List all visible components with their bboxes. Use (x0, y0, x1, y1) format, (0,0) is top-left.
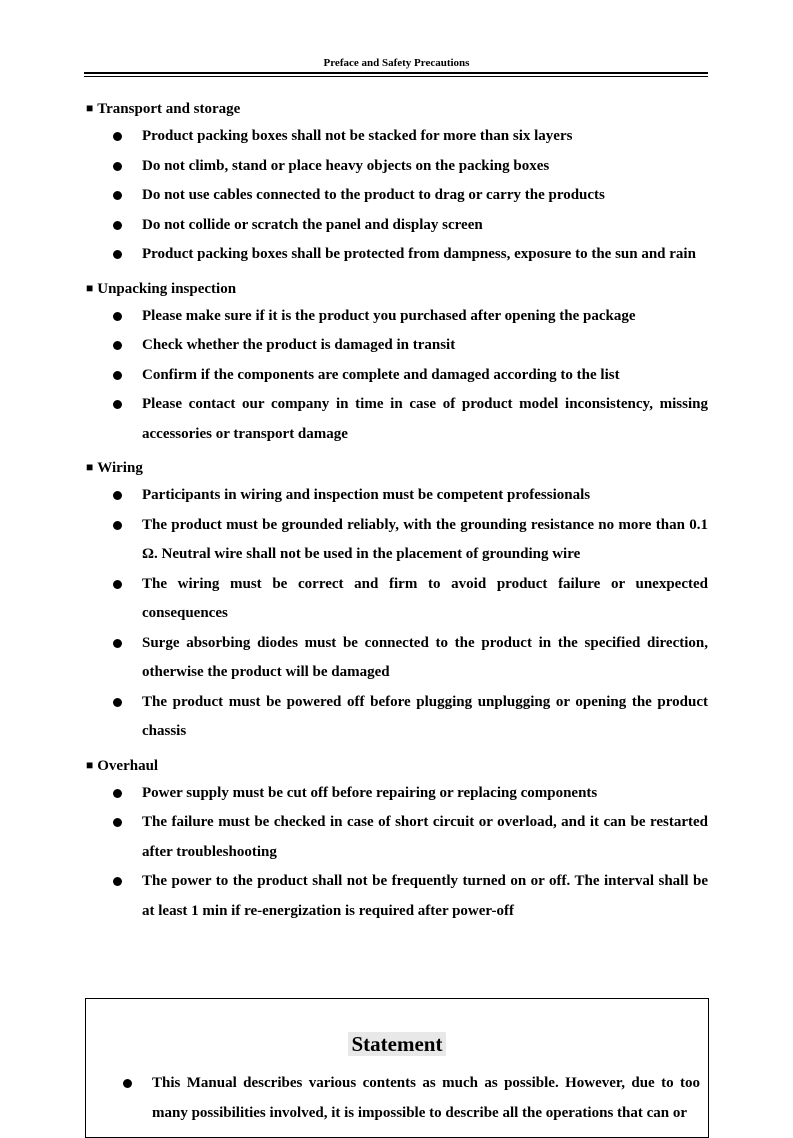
section-title: ■ Unpacking inspection (86, 280, 237, 297)
list-item: The wiring must be correct and firm to avoid product failure or unexpected consequences (86, 570, 708, 629)
list-item: Please make sure if it is the product you purchased after opening the package (86, 302, 708, 332)
list-item: Check whether the product is damaged in transit (86, 331, 708, 361)
bullet-list (86, 779, 708, 927)
section-title: ■ Wiring (86, 460, 143, 476)
bullet-dot-icon (113, 818, 122, 827)
list-item: Surge absorbing diodes must be connected to the product in the specified direction, otherwise the product will be damaged (86, 629, 708, 688)
bullet-dot-icon (113, 341, 122, 350)
header-rule-thin (84, 76, 708, 77)
bullet-dot-icon (113, 371, 122, 380)
statement-list (96, 1069, 700, 1128)
document-body (86, 94, 708, 930)
bullet-dot-icon (113, 162, 122, 171)
bullet-dot-icon (113, 221, 122, 230)
bullet-list (86, 122, 708, 270)
bullet-dot-icon (113, 132, 122, 141)
bullet-dot-icon (113, 789, 122, 798)
list-item: The product must be grounded reliably, with the grounding resistance no more than 0.1 Ω. Neutral wire shall not be used in the placement of grounding wire (86, 511, 708, 570)
list-item: Product packing boxes shall not be stacked for more than six layers (86, 122, 708, 152)
square-bullet-icon: ■ (86, 460, 94, 474)
list-item: This Manual describes various contents as much as possible. However, due to too many possibilities involved, it is impossible to describe all the operations that can or (96, 1069, 700, 1128)
list-item: Do not use cables connected to the product to drag or carry the products (86, 181, 708, 211)
list-item: Do not collide or scratch the panel and display screen (86, 211, 708, 241)
bullet-dot-icon (113, 639, 122, 648)
bullet-dot-icon (113, 491, 122, 500)
bullet-dot-icon (113, 312, 122, 321)
list-item: Confirm if the components are complete and damaged according to the list (86, 361, 708, 391)
section-overhaul (86, 751, 708, 927)
list-item: Power supply must be cut off before repairing or replacing components (86, 779, 708, 809)
bullet-dot-icon (113, 250, 122, 259)
statement-title: Statement (86, 1032, 708, 1057)
list-item: Please contact our company in time in case of product model inconsistency, missing accessories or transport damage (86, 390, 708, 449)
bullet-list (86, 302, 708, 450)
section-wiring (86, 453, 708, 747)
bullet-dot-icon (113, 191, 122, 200)
statement-box (85, 998, 709, 1138)
section-title: ■ Overhaul (86, 757, 159, 774)
bullet-list (86, 481, 708, 747)
square-bullet-icon: ■ (86, 757, 94, 772)
bullet-dot-icon (113, 400, 122, 409)
bullet-dot-icon (113, 580, 122, 589)
square-bullet-icon: ■ (86, 101, 94, 115)
list-item: Do not climb, stand or place heavy objects on the packing boxes (86, 152, 708, 182)
square-bullet-icon: ■ (86, 280, 94, 295)
bullet-dot-icon (123, 1079, 132, 1088)
list-item: Product packing boxes shall be protected from dampness, exposure to the sun and rain (86, 240, 708, 270)
bullet-dot-icon (113, 698, 122, 707)
section-transport-storage (86, 94, 708, 270)
list-item: The failure must be checked in case of short circuit or overload, and it can be restarted after troubleshooting (86, 808, 708, 867)
list-item: The power to the product shall not be frequently turned on or off. The interval shall be at least 1 min if re-energization is required after power-off (86, 867, 708, 926)
bullet-dot-icon (113, 521, 122, 530)
section-title: ■ Transport and storage (86, 101, 241, 117)
header-rule-thick (84, 72, 708, 74)
bullet-dot-icon (113, 877, 122, 886)
page-header-title: Preface and Safety Precautions (323, 57, 470, 69)
list-item: The product must be powered off before plugging unplugging or opening the product chassis (86, 688, 708, 747)
list-item: Participants in wiring and inspection must be competent professionals (86, 481, 708, 511)
section-unpacking-inspection (86, 274, 708, 450)
